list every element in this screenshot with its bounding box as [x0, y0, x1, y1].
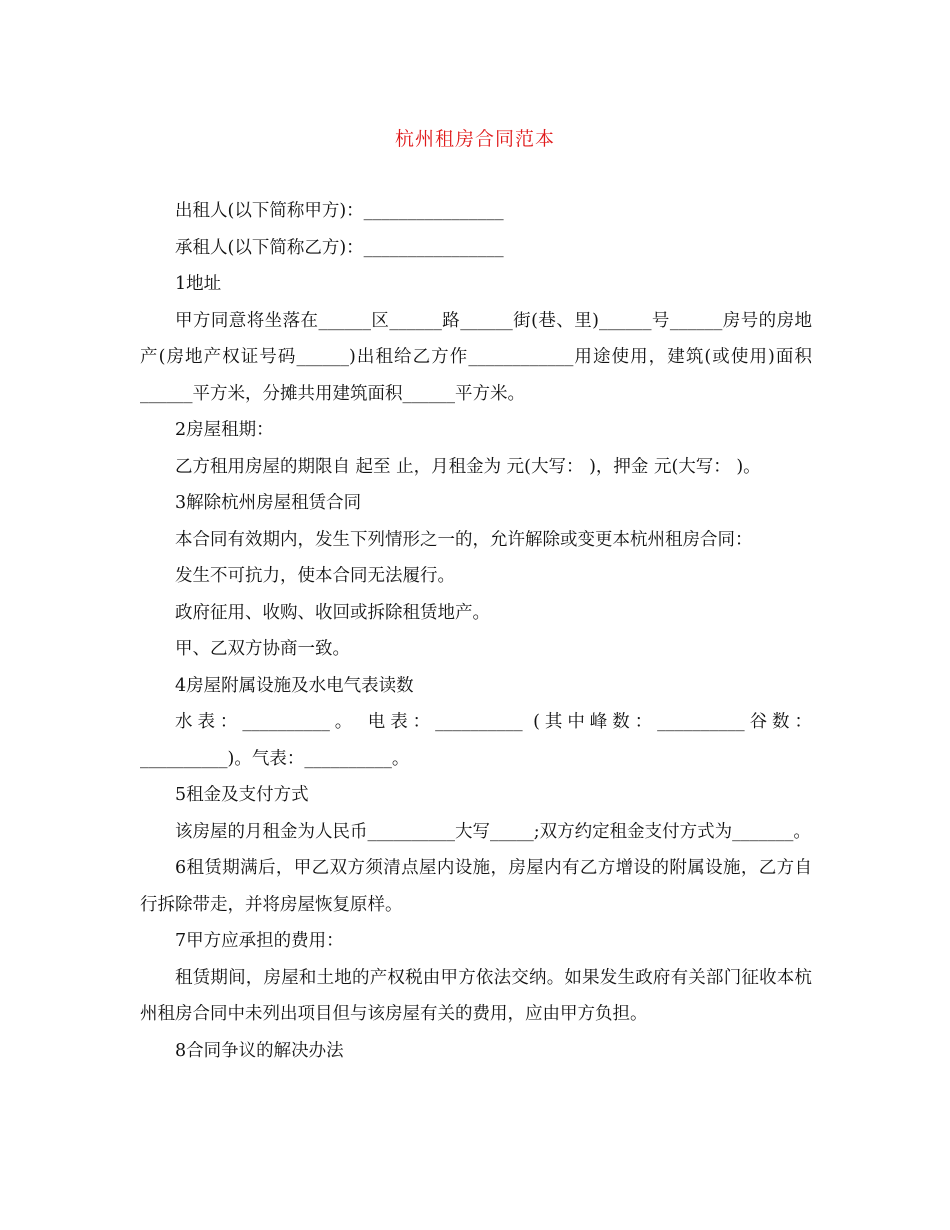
address-clause: 甲方同意将坐落在______区______路______街(巷、里)______号______房号的房地产(房地产权证号码______)出租给乙方作____________用途使用，建筑(或使用)面积______平方米，分摊共用建筑面积______平方米。 [140, 310, 812, 404]
party-b-line: 承租人(以下简称乙方)：________________ [175, 237, 504, 258]
section-heading-dispute: 8合同争议的解决办法 [175, 1040, 344, 1061]
payment-clause: 该房屋的月租金为人民币__________大写_____;双方约定租金支付方式为_______。 [175, 821, 811, 842]
termination-item-government: 政府征用、收购、收回或拆除租赁地产。 [175, 602, 490, 623]
section-heading-meters: 4房屋附属设施及水电气表读数 [175, 675, 414, 696]
termination-item-force-majeure: 发生不可抗力，使本合同无法履行。 [175, 566, 455, 586]
section-heading-payment: 5租金及支付方式 [175, 785, 309, 805]
party-a-costs-clause: 租赁期间，房屋和土地的产权税由甲方依法交纳。如果发生政府有关部门征收本杭州租房合同中未列出项目但与该房屋有关的费用，应由甲方负担。 [140, 967, 812, 1024]
meter-readings-clause: 水表：__________。 电表：__________ (其中峰数：__________谷数：__________)。气表：__________。 [140, 712, 812, 769]
document-title: 杭州租房合同范本 [394, 128, 555, 150]
section-heading-termination: 3解除杭州房屋租赁合同 [175, 493, 362, 513]
section-heading-address: 1地址 [175, 274, 222, 294]
termination-clause: 本合同有效期内，发生下列情形之一的，允许解除或变更本杭州租房合同： [175, 529, 753, 550]
section-heading-party-a-costs: 7甲方应承担的费用： [175, 931, 344, 951]
lease-term-clause: 乙方租用房屋的期限自 起至 止，月租金为 元(大写： )，押金 元(大写： )。 [175, 456, 761, 477]
party-a-line: 出租人(以下简称甲方)：________________ [175, 201, 504, 221]
lease-end-clause: 6租赁期满后，甲乙双方须清点屋内设施，房屋内有乙方增设的附属设施，乙方自行拆除带走，并将房屋恢复原样。 [140, 858, 812, 915]
document-body [140, 193, 812, 1069]
termination-item-mutual: 甲、乙双方协商一致。 [175, 639, 350, 659]
section-heading-lease-term: 2房屋租期： [175, 420, 274, 440]
